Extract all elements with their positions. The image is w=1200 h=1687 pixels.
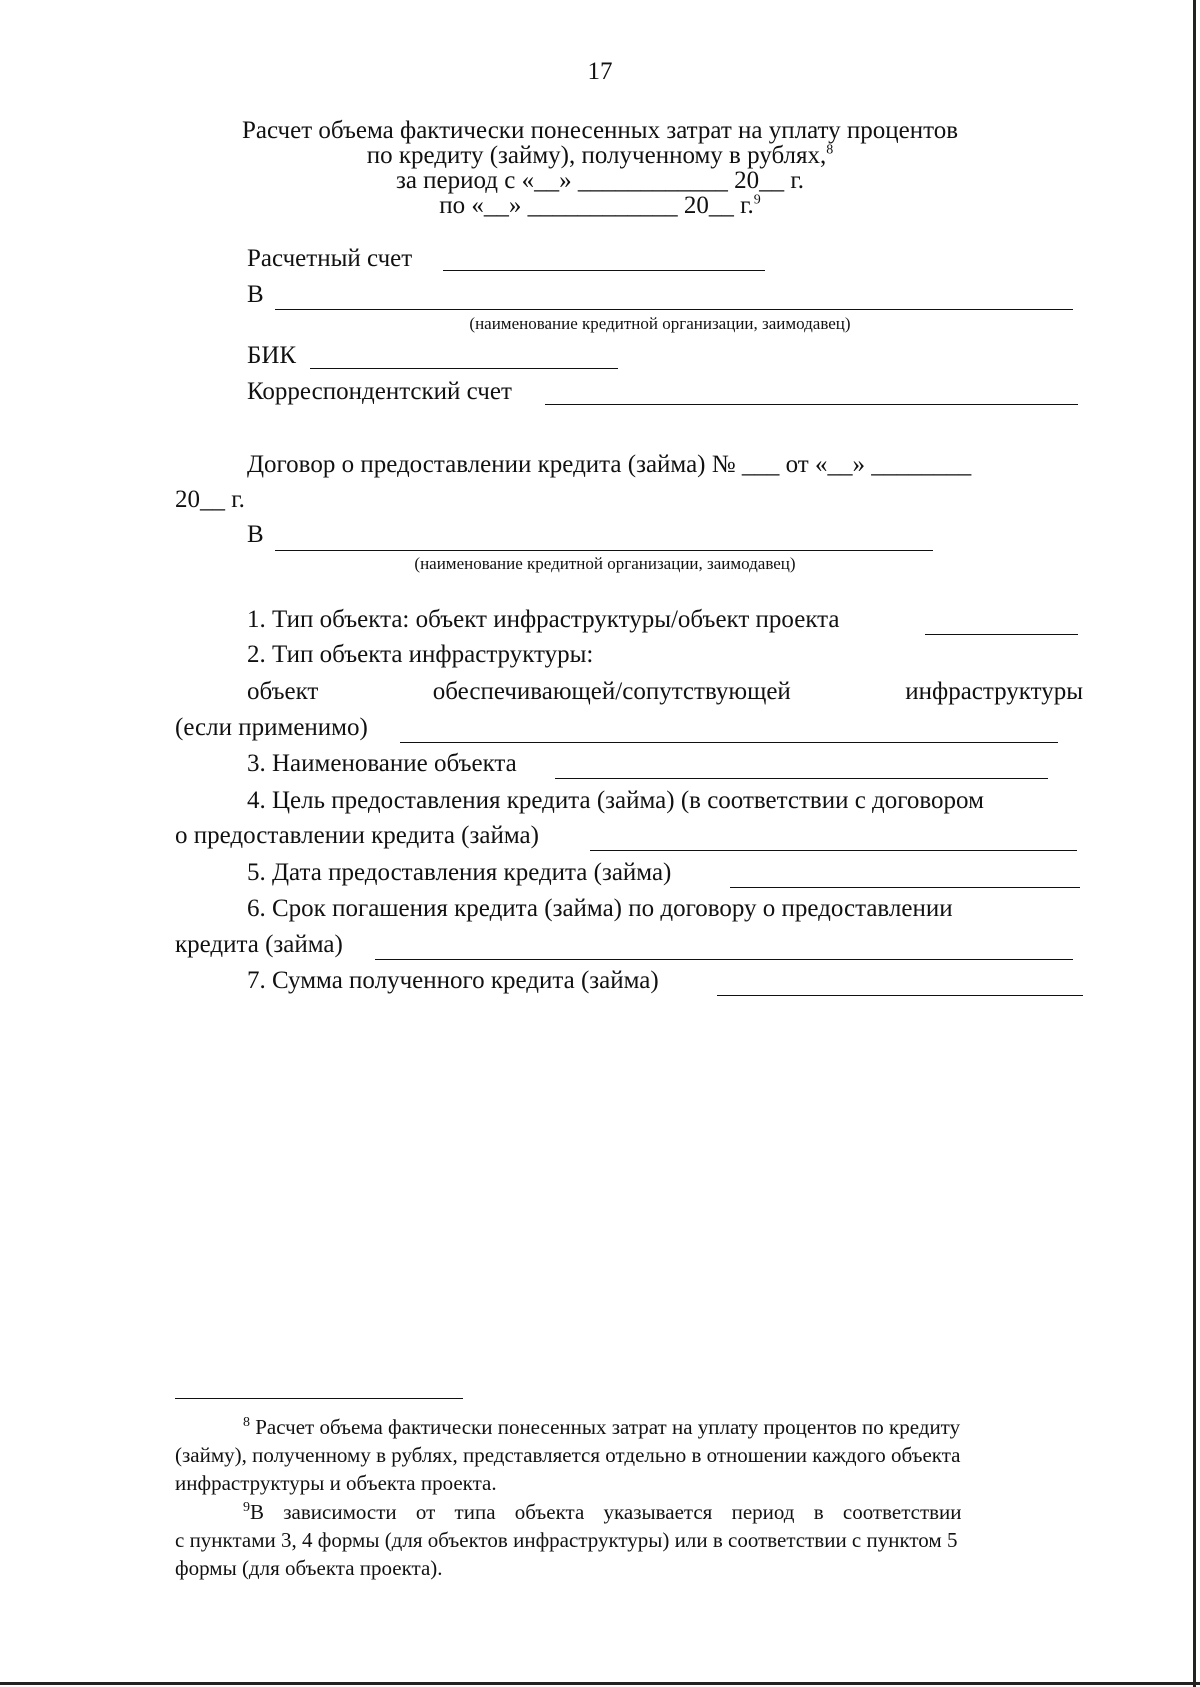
item-2-field[interactable] bbox=[400, 742, 1058, 743]
item-5-label: 5. Дата предоставления кредита (займа) bbox=[247, 859, 672, 886]
title-period-to: по «__» ____________ 20__ г.$^9$ bbox=[439, 192, 761, 219]
page-number: 17 bbox=[587, 58, 613, 85]
footnote-9-line-3: формы (для объекта проекта). bbox=[175, 1556, 443, 1580]
bik-label: БИК bbox=[247, 342, 297, 369]
corr-account-label: Корреспондентский счет bbox=[247, 378, 512, 405]
title-line-2: по кредиту (займу), полученному в рублях,$^8$ bbox=[366, 142, 834, 169]
footnote-ref-9: 9 bbox=[753, 192, 761, 208]
footnote-ref-8: 8 bbox=[826, 142, 834, 158]
settlement-account-field[interactable] bbox=[443, 270, 765, 271]
item-7-field[interactable] bbox=[717, 995, 1083, 996]
item-2-word: обеспечивающей/сопутствующей bbox=[432, 678, 791, 705]
item-3-label: 3. Наименование объекта bbox=[247, 750, 517, 777]
item-2-line bbox=[247, 677, 1083, 707]
footnote-9-mark: 9 bbox=[243, 1500, 250, 1515]
item-6-line-1: 6. Срок погашения кредита (займа) по договору о предоставлении bbox=[247, 895, 953, 922]
footnote-8-line-3: инфраструктуры и объекта проекта. bbox=[175, 1471, 497, 1495]
item-4-line-2: о предоставлении кредита (займа) bbox=[175, 822, 539, 849]
item-1-label: 1. Тип объекта: объект инфраструктуры/объект проекта bbox=[247, 606, 840, 633]
item-6-field[interactable] bbox=[375, 959, 1073, 960]
contract-year: 20__ г. bbox=[175, 486, 245, 513]
contract-bank-field[interactable] bbox=[275, 550, 933, 551]
contract-bank-caption: (наименование кредитной организации, заимодавец) bbox=[414, 554, 796, 573]
bank-in-label: В bbox=[247, 281, 264, 308]
settlement-account-label: Расчетный счет bbox=[247, 245, 413, 272]
footnote-8-mark: 8 bbox=[243, 1415, 250, 1430]
footnote-9-line-2: с пунктами 3, 4 формы (для объектов инфраструктуры) или в соответствии с пунктом 5 bbox=[175, 1528, 958, 1552]
item-5-field[interactable] bbox=[730, 887, 1080, 888]
scan-border bbox=[0, 1682, 1200, 1685]
scan-border bbox=[1193, 0, 1196, 1687]
item-2-word: инфраструктуры bbox=[905, 678, 1083, 705]
bik-field[interactable] bbox=[310, 368, 618, 369]
item-4-field[interactable] bbox=[590, 850, 1077, 851]
bank-name-caption: (наименование кредитной организации, заимодавец) bbox=[469, 314, 851, 333]
bank-name-field[interactable] bbox=[275, 309, 1073, 310]
item-4-line-1: 4. Цель предоставления кредита (займа) (в соответствии с договором bbox=[247, 787, 984, 814]
title-line-1: Расчет объема фактически понесенных затрат на уплату процентов bbox=[241, 117, 959, 144]
item-1-field[interactable] bbox=[925, 634, 1078, 635]
footnote-8-line-2: (займу), полученному в рублях, представляется отдельно в отношении каждого объекта bbox=[175, 1443, 961, 1467]
item-3-field[interactable] bbox=[555, 778, 1048, 779]
item-2-applicable-label: (если применимо) bbox=[175, 714, 368, 741]
contract-label: Договор о предоставлении кредита (займа) № ___ от «__» ________ bbox=[247, 451, 972, 478]
footnote-separator bbox=[175, 1398, 463, 1399]
item-2-label: 2. Тип объекта инфраструктуры: bbox=[247, 641, 594, 668]
item-2-word: объект bbox=[247, 678, 319, 705]
item-7-label: 7. Сумма полученного кредита (займа) bbox=[247, 967, 659, 994]
contract-bank-in-label: В bbox=[247, 521, 264, 548]
footnote-9-line-1: $^9$В зависимости от типа объекта указывается период в соответствии bbox=[243, 1500, 962, 1524]
footnote-8-line-1: $^8$ Расчет объема фактически понесенных затрат на уплату процентов по кредиту bbox=[243, 1415, 961, 1439]
title-period-from: за период с «__» ____________ 20__ г. bbox=[395, 167, 805, 194]
item-6-line-2: кредита (займа) bbox=[175, 931, 343, 958]
corr-account-field[interactable] bbox=[545, 404, 1078, 405]
